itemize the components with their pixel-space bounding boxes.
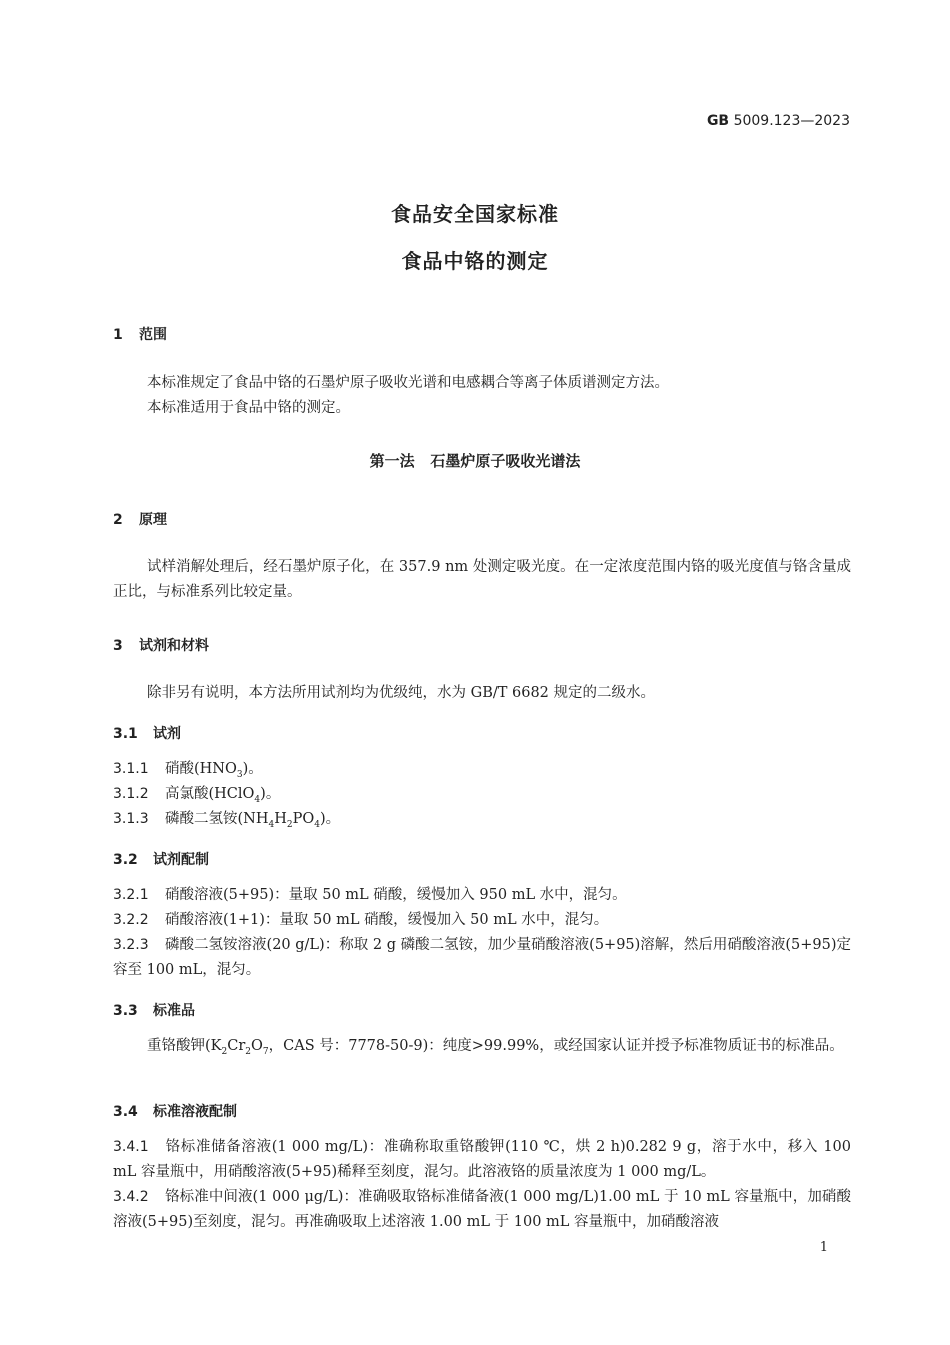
section-1-para-2: 本标准适用于食品中铬的测定。	[147, 400, 350, 416]
section-2-para: 试样消解处理后，经石墨炉原子化，在 357.9 nm 处测定吸光度。在一定浓度范围内铬的吸光度值与铬含量成正比，与标准系列比较定量。	[113, 559, 851, 600]
section-1-heading: 1 范围	[113, 327, 167, 343]
section-3-3-heading: 3.3 标准品	[113, 1003, 195, 1019]
section-3-2-heading: 3.2 试剂配制	[113, 852, 209, 868]
item-3-2-1: 3.2.1 硝酸溶液(5+95)：量取 50 mL 硝酸，缓慢加入 950 mL 水中，混匀。	[113, 887, 627, 903]
method-1-heading: 第一法 石墨炉原子吸收光谱法	[369, 452, 581, 470]
doc-subtitle: 食品中铬的测定	[401, 249, 549, 273]
section-1-para-1: 本标准规定了食品中铬的石墨炉原子吸收光谱和电感耦合等离子体质谱测定方法。	[147, 375, 669, 391]
item-3-2-3: 3.2.3 磷酸二氢铵溶液(20 g/L)：称取 2 g 磷酸二氢铵，加少量硝酸溶液(5+95)溶解，然后用硝酸溶液(5+95)定容至 100 mL，混匀。	[113, 937, 851, 978]
section-3-1-heading: 3.1 试剂	[113, 726, 181, 742]
item-3-1-3: 3.1.3 磷酸二氢铵$(NH_4H_2PO_4)$。	[113, 811, 341, 830]
section-3-4-heading: 3.4 标准溶液配制	[113, 1104, 237, 1120]
section-3-3-para: 重铬酸钾($K_2Cr_2O_7$，CAS 号：7778-50-9)：纯度>99.99%，或经国家认证并授予标准物质证书的标准品。	[147, 1038, 844, 1057]
item-3-4-1: 3.4.1 铬标准储备溶液(1 000 mg/L)：准确称取重铬酸钾(110 ℃，烘 2 h)0.282 9 g，溶于水中，移入 100 mL 容量瓶中，用硝酸溶液(5+95)稀释至刻度，混匀。此溶液铬的质量浓度为 1 000 mg/L。	[113, 1139, 851, 1180]
item-3-1-2: 3.1.2 高氯酸(HClO$_4$)。	[113, 786, 281, 805]
page-number: 1	[819, 1240, 828, 1255]
section-2-heading: 2 原理	[113, 512, 167, 528]
standard-code: GB 5009.123—2023	[706, 113, 850, 129]
section-3-heading: 3 试剂和材料	[113, 638, 209, 654]
item-3-1-1: 3.1.1 硝酸$(HNO_3)$。	[113, 761, 263, 780]
doc-title: 食品安全国家标准	[391, 202, 559, 226]
section-3-para: 除非另有说明，本方法所用试剂均为优级纯，水为 GB/T 6682 规定的二级水。	[147, 685, 656, 701]
item-3-4-2: 3.4.2 铬标准中间液(1 000 μg/L)：准确吸取铬标准储备液(1 000 mg/L)1.00 mL 于 10 mL 容量瓶中，加硝酸溶液(5+95)至刻度，混匀。再准确吸取上述溶液 1.00 mL 于 100 mL 容量瓶中，加硝酸溶液	[113, 1189, 851, 1230]
item-3-2-2: 3.2.2 硝酸溶液(1+1)：量取 50 mL 硝酸，缓慢加入 50 mL 水中，混匀。	[113, 912, 609, 928]
